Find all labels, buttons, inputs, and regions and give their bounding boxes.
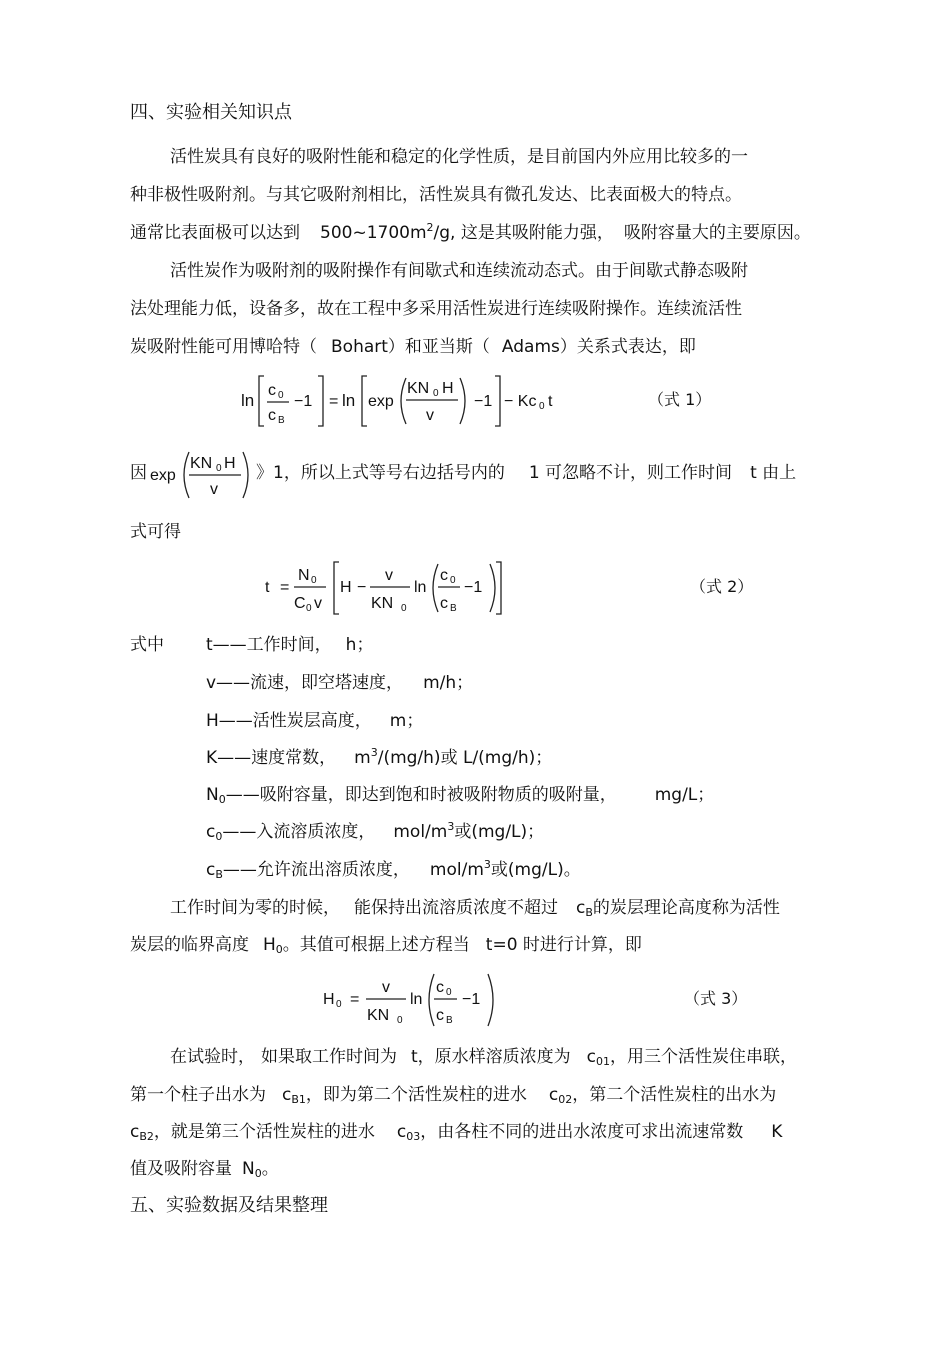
paragraph-line: 因 bbox=[130, 463, 147, 483]
svg-text:H: H bbox=[442, 380, 454, 397]
paragraph-line: 工作时间为零的时候， 能保持出流溶质浓度不超过 $c_B$的炭层理论高度称为活性 bbox=[170, 898, 780, 919]
svg-text:c: c bbox=[436, 1007, 444, 1024]
paragraph-line: 值及吸附容量 $N_0$。 bbox=[130, 1159, 279, 1180]
equation-3 bbox=[318, 968, 508, 1032]
definitions-intro: 式中 bbox=[130, 635, 164, 655]
svg-text:=: = bbox=[329, 393, 339, 410]
svg-text:0: 0 bbox=[539, 401, 545, 412]
svg-text:0: 0 bbox=[397, 1015, 403, 1026]
svg-text:0: 0 bbox=[278, 390, 284, 401]
equation-1-label: （式 1） bbox=[648, 390, 712, 409]
svg-text:=: = bbox=[280, 579, 290, 596]
definition-cB: $c_B——$允许流出溶质浓度， mol/$m^3$或(mg/L)。 bbox=[206, 858, 581, 881]
svg-text:−1: −1 bbox=[464, 579, 483, 596]
paragraph-line: 在试验时， 如果取工作时间为 t，原水样溶质浓度为 $c_{01}$，用三个活性炭住串联， bbox=[170, 1047, 798, 1068]
svg-text:v: v bbox=[426, 407, 434, 424]
equation-2-label: （式 2） bbox=[690, 577, 754, 596]
paragraph-line: $c_{B2}$，就是第三个活性炭柱的进水 $c_{03}$，由各柱不同的进出水浓度可求出流速常数 K bbox=[130, 1122, 783, 1143]
definition-H: H——活性炭层高度， m； bbox=[206, 711, 424, 731]
svg-text:c: c bbox=[440, 595, 448, 612]
svg-text:N: N bbox=[298, 567, 310, 584]
section-heading-knowledge: 四、实验相关知识点 bbox=[130, 102, 292, 123]
svg-text:B: B bbox=[278, 415, 285, 426]
definition-N0: $N_0——$吸附容量，即达到饱和时被吸附物质的吸附量， mg/L； bbox=[206, 785, 715, 806]
svg-text:−1: −1 bbox=[294, 393, 313, 410]
svg-text:KN: KN bbox=[407, 380, 430, 397]
svg-text:t: t bbox=[265, 579, 270, 596]
svg-text:v: v bbox=[382, 979, 390, 996]
svg-text:C: C bbox=[294, 595, 306, 612]
svg-text:− Kc: − Kc bbox=[504, 393, 537, 410]
inline-exp-term bbox=[150, 446, 260, 504]
svg-text:v: v bbox=[210, 481, 218, 498]
svg-text:−1: −1 bbox=[474, 393, 493, 410]
svg-text:v: v bbox=[314, 595, 322, 612]
svg-text:0: 0 bbox=[450, 575, 456, 586]
svg-text:H: H bbox=[323, 991, 335, 1008]
svg-text:0: 0 bbox=[311, 575, 317, 586]
paragraph-line: 活性炭作为吸附剂的吸附操作有间歇式和连续流动态式。由于间歇式静态吸附 bbox=[170, 261, 748, 281]
svg-text:ln: ln bbox=[410, 991, 423, 1008]
svg-text:ln: ln bbox=[414, 579, 427, 596]
svg-text:exp: exp bbox=[150, 467, 176, 484]
svg-text:0: 0 bbox=[401, 603, 407, 614]
eq1-ln: ln bbox=[241, 391, 255, 410]
paragraph-line: 第一个柱子出水为 $c_{B1}$，即为第二个活性炭柱的进水 $c_{02}$，第二个活性炭柱的出水为 bbox=[130, 1085, 777, 1106]
equation-3-label: （式 3） bbox=[684, 989, 748, 1008]
svg-text:B: B bbox=[446, 1015, 453, 1026]
equation-1 bbox=[236, 368, 576, 434]
section-heading-results: 五、实验数据及结果整理 bbox=[130, 1195, 328, 1216]
svg-text:−1: −1 bbox=[462, 991, 481, 1008]
svg-text:H: H bbox=[224, 455, 236, 472]
eq1-cB: c bbox=[268, 407, 276, 424]
svg-text:0: 0 bbox=[216, 463, 222, 474]
paragraph-line: 式可得 bbox=[130, 522, 181, 542]
svg-text:ln: ln bbox=[342, 391, 356, 410]
paragraph-line: 炭吸附性能可用博哈特（ Bohart）和亚当斯（ Adams）关系式表达，即 bbox=[130, 337, 696, 357]
svg-text:KN: KN bbox=[371, 595, 394, 612]
svg-text:=: = bbox=[350, 991, 360, 1008]
definition-c0: $c_0——$入流溶质浓度， mol/$m^3$或(mg/L)； bbox=[206, 820, 545, 843]
svg-text:v: v bbox=[385, 567, 393, 584]
svg-text:c: c bbox=[440, 567, 448, 584]
equation-2 bbox=[260, 556, 520, 620]
svg-text:c: c bbox=[436, 979, 444, 996]
svg-text:H: H bbox=[340, 579, 352, 596]
paragraph-line: 炭层的临界高度 $H_0$。其值可根据上述方程当 t=0 时进行计算，即 bbox=[130, 935, 642, 956]
paragraph-line: 通常比表面极可以达到 $500\sim 1700m^2/g$, 这是其吸附能力强， 吸附容量大的主要原因。 bbox=[130, 221, 811, 243]
paragraph-line: 法处理能力低，设备多，故在工程中多采用活性炭进行连续吸附操作。连续流活性 bbox=[130, 299, 742, 319]
paragraph-line: 活性炭具有良好的吸附性能和稳定的化学性质，是目前国内外应用比较多的一 bbox=[170, 147, 748, 167]
svg-text:t: t bbox=[548, 393, 553, 410]
paragraph-line: 》1，所以上式等号右边括号内的 1 可忽略不计，则工作时间 t 由上 bbox=[256, 463, 797, 483]
svg-text:0: 0 bbox=[433, 388, 439, 399]
eq1-c0: c bbox=[268, 382, 276, 399]
svg-text:0: 0 bbox=[306, 603, 312, 614]
svg-text:−: − bbox=[357, 579, 367, 596]
svg-text:KN: KN bbox=[367, 1007, 390, 1024]
svg-text:0: 0 bbox=[446, 987, 452, 998]
definition-K: K——速度常数， $m^3/(mg/h)$或 L/(mg/h)； bbox=[206, 746, 553, 768]
svg-text:0: 0 bbox=[336, 999, 342, 1010]
svg-text:B: B bbox=[450, 603, 457, 614]
eq1-exp: exp bbox=[368, 393, 394, 410]
paragraph-line: 种非极性吸附剂。与其它吸附剂相比，活性炭具有微孔发达、比表面极大的特点。 bbox=[130, 185, 742, 205]
definition-v: v——流速，即空塔速度， m/h； bbox=[206, 673, 474, 693]
svg-text:KN: KN bbox=[190, 455, 213, 472]
definition-t: t——工作时间， h； bbox=[206, 635, 374, 655]
